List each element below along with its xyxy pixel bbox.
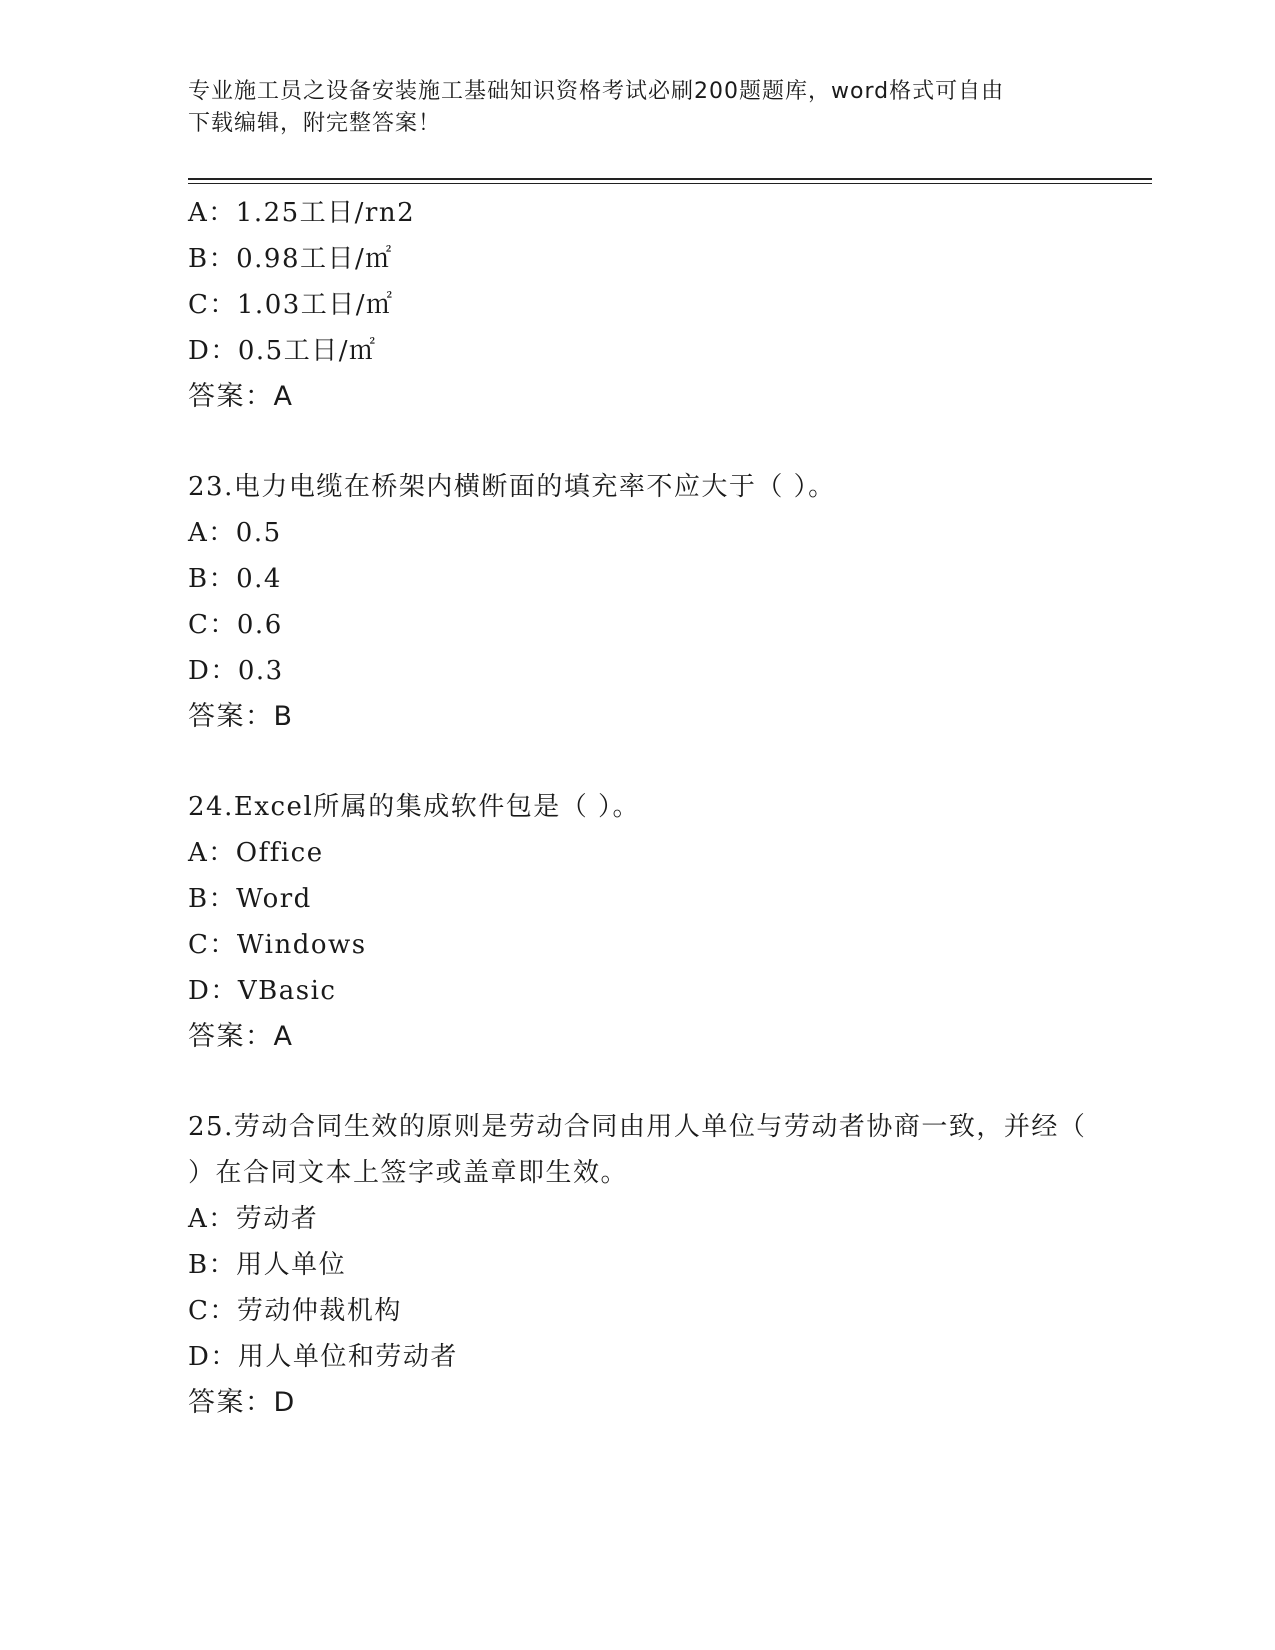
question-block-partial — [188, 190, 1088, 420]
option-d: D：用人单位和劳动者 — [188, 1342, 458, 1372]
header-divider-thick — [188, 178, 1152, 180]
answer-line: 答案：D — [188, 1387, 296, 1418]
question-block-23 — [188, 464, 1088, 740]
answer-line: 答案：B — [188, 701, 294, 732]
answer-line: 答案：A — [188, 1021, 294, 1052]
option-b: B：Word — [188, 884, 312, 914]
option-b: B：0.4 — [188, 564, 282, 594]
option-c: C：1.03工日/㎡ — [188, 290, 394, 320]
document-header — [188, 76, 1088, 140]
option-d: D：VBasic — [188, 976, 337, 1006]
header-title-line-1: 专业施工员之设备安装施工基础知识资格考试必刷200题题库，word格式可自由 — [188, 79, 1005, 104]
option-a: A：1.25工日/rn2 — [188, 198, 416, 228]
question-stem: 24.Excel所属的集成软件包是（ ）。 — [188, 792, 641, 822]
option-d: D：0.5工日/㎡ — [188, 336, 377, 366]
option-a: A：劳动者 — [188, 1204, 319, 1234]
question-list — [188, 190, 1088, 1426]
option-a: A：0.5 — [188, 518, 282, 548]
option-c: C：Windows — [188, 930, 367, 960]
option-b: B：用人单位 — [188, 1250, 347, 1280]
question-block-24 — [188, 784, 1088, 1060]
option-a: A：Office — [188, 838, 324, 868]
question-block-25 — [188, 1104, 1088, 1426]
option-c: C：劳动仲裁机构 — [188, 1296, 402, 1326]
option-d: D：0.3 — [188, 656, 284, 686]
answer-line: 答案：A — [188, 381, 294, 412]
header-divider-thin — [188, 183, 1152, 184]
option-b: B：0.98工日/㎡ — [188, 244, 393, 274]
option-c: C：0.6 — [188, 610, 283, 640]
header-title-line-2: 下载编辑，附完整答案！ — [188, 111, 442, 136]
question-stem: 23.电力电缆在桥架内横断面的填充率不应大于（ ）。 — [188, 472, 836, 502]
question-stem: 25.劳动合同生效的原则是劳动合同由用人单位与劳动者协商一致，并经（ ）在合同文本上签字或盖章即生效。 — [188, 1112, 1087, 1188]
